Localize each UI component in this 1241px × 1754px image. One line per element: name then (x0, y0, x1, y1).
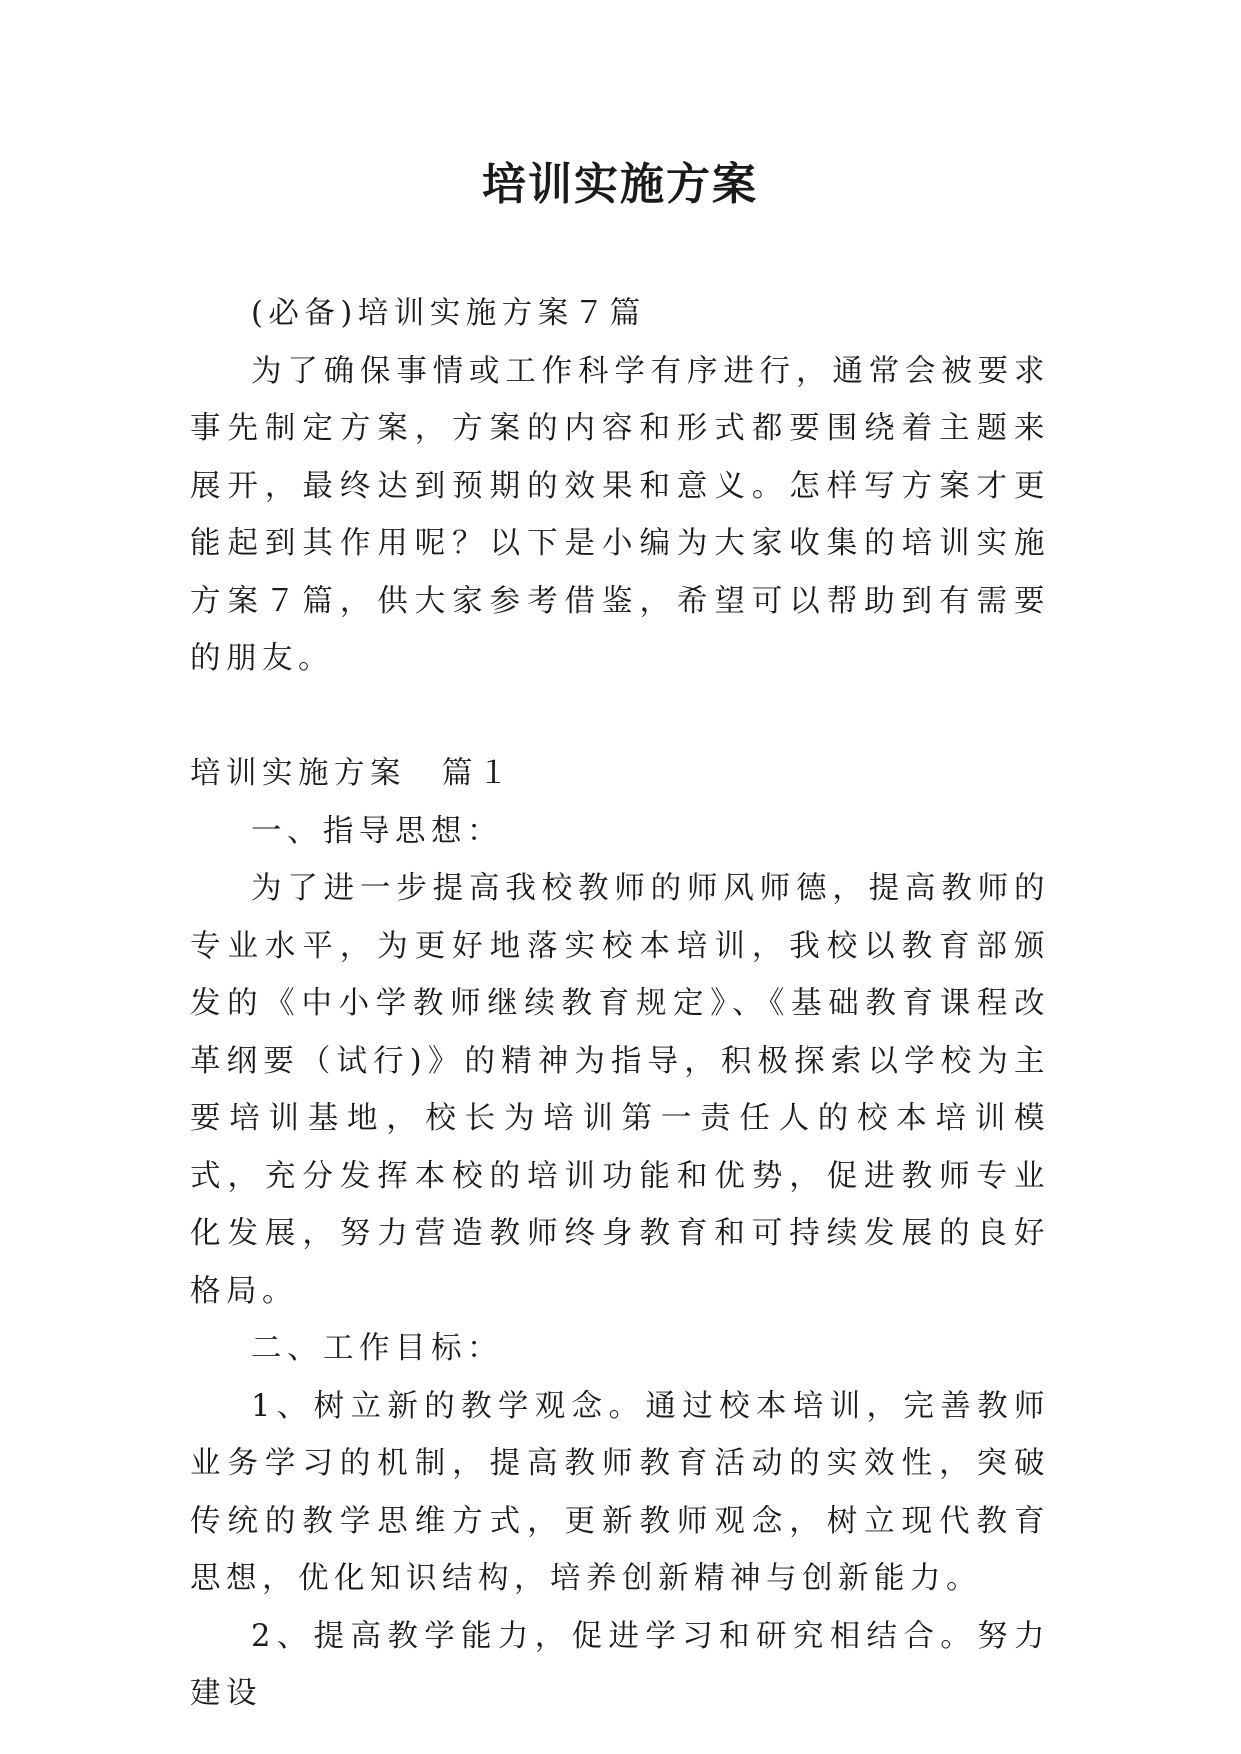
blank-line (190, 688, 1050, 746)
intro-paragraph: 为了确保事情或工作科学有序进行，通常会被要求事先制定方案，方案的内容和形式都要围绕着主题来展开，最终达到预期的效果和意义。怎样写方案才更能起到其作用呢？以下是小编为大家收集的培训实施方案７篇，供大家参考借鉴，希望可以帮助到有需要的朋友。 (190, 353, 1050, 676)
paragraph-guiding-ideology: 为了进一步提高我校教师的师风师德，提高教师的专业水平，为更好地落实校本培训，我校以教育部颁发的《中小学教师继续教育规定》、《基础教育课程改革纲要（试行)》的精神为指导，积极探索以学校为主要培训基地，校长为培训第一责任人的校本培训模式，充分发挥本校的培训功能和优势，促进教师专业化发展，努力营造教师终身教育和可持续发展的良好格局。 (190, 871, 1050, 1309)
document-title: 培训实施方案 (482, 159, 758, 210)
paragraph-goal-2: 2、提高教学能力，促进学习和研究相结合。努力建设 (190, 1618, 1050, 1711)
subtitle: (必备)培训实施方案７篇 (251, 296, 646, 331)
paragraph-goal-1: 1、树立新的教学观念。通过校本培训，完善教师业务学习的机制，提高教师教育活动的实效性，突破传统的教学思维方式，更新教师观念，树立现代教育思想，优化知识结构，培养创新精神与创新能力。 (190, 1388, 1050, 1596)
document-body (190, 285, 1050, 1723)
heading-work-goals: 二、工作目标： (251, 1331, 503, 1366)
heading-guiding-ideology: 一、指导思想： (251, 813, 503, 849)
section-heading: 培训实施方案 篇１ (190, 756, 514, 791)
